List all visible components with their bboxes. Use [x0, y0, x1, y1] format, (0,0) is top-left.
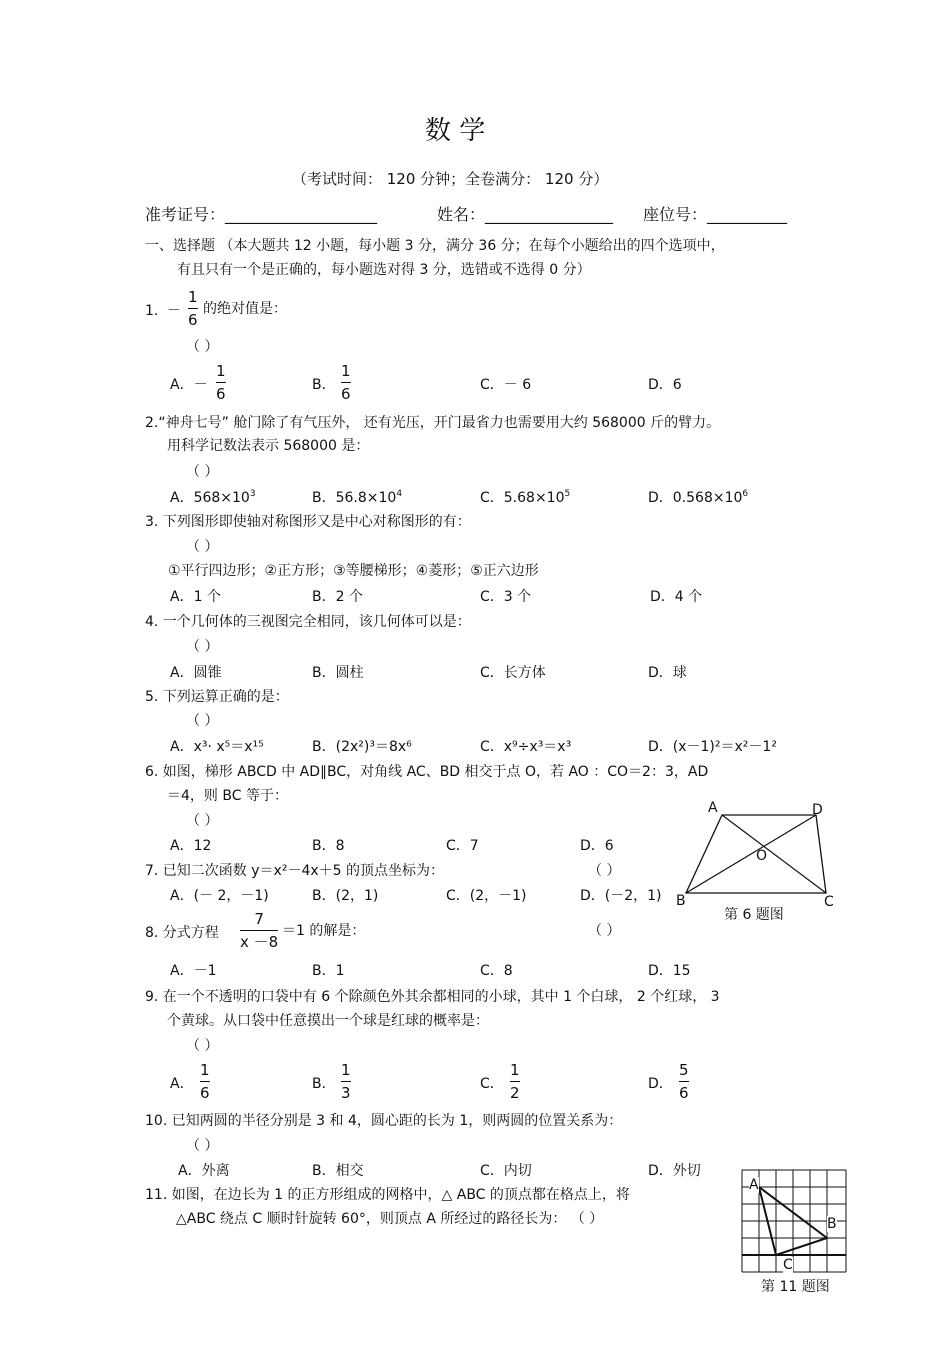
q1-number: 1. [145, 303, 159, 319]
q4-option-b: B．圆柱 [312, 665, 364, 681]
q9-text-cont: 个黄球。从口袋中任意摸出一个球是红球的概率是： [167, 1013, 489, 1029]
section-heading-cont: 有且只有一个是正确的，每小题选对得 3 分，选错或不选得 0 分） [177, 262, 591, 278]
q4-option-a: A．圆锥 [170, 665, 222, 681]
q2-option-b [312, 489, 402, 507]
q6-option-c: C．7 [446, 838, 479, 854]
diagonal-bd [686, 815, 816, 893]
q6-label-c: C [824, 894, 834, 910]
q11-label-a: A [749, 1177, 759, 1193]
q2-b-base: B．56.8×10 [312, 490, 397, 506]
q4-text: 4. 一个几何体的三视图完全相同，该几何体可以是： [145, 614, 471, 630]
q5-text: 5. 下列运算正确的是： [145, 689, 289, 705]
q7-option-a: A．(－ 2，－1) [170, 888, 269, 904]
q9-answer-paren: （ ） [186, 1038, 219, 1054]
q1-option-c: C．－ 6 [480, 377, 532, 393]
q8-text-cont: ＝1 的解是： [282, 923, 366, 939]
q11-text: 11. 如图，在边长为 1 的正方形组成的网格中，△ ABC 的顶点都在格点上，将 [145, 1187, 630, 1203]
q11-label-c: C [783, 1257, 793, 1273]
q3-option-b: B．2 个 [312, 589, 363, 605]
q1-option-a-fraction [216, 362, 226, 403]
q1-option-d: D．6 [648, 377, 682, 393]
q1-answer-paren: （ ） [186, 339, 219, 355]
diagonal-ac [722, 815, 826, 893]
q5-option-d: D．(x－1)²＝x²－1² [648, 739, 777, 755]
exam-number-field: 准考证号：___________________ [145, 205, 378, 224]
page-title: 数 学 [425, 116, 486, 146]
q1-a-num: 1 [216, 362, 226, 380]
q1-b-den: 6 [341, 385, 351, 403]
q7-option-b: B．(2，1) [312, 888, 379, 904]
q9-b-den: 3 [341, 1084, 351, 1102]
q6-figure-caption: 第 6 题图 [724, 907, 784, 923]
q6-label-d: D [812, 802, 823, 818]
q2-option-a [170, 489, 256, 507]
q4-option-c: C．长方体 [480, 665, 546, 681]
q9-text: 9. 在一个不透明的口袋中有 6 个除颜色外其余都相同的小球，其中 1 个白球， 2 个红球， 3 [145, 989, 720, 1005]
q2-c-base: C．5.68×10 [480, 490, 565, 506]
q6-option-b: B．8 [312, 838, 345, 854]
q9-a-den: 6 [200, 1084, 210, 1102]
q2-text-cont: 用科学记数法表示 568000 是： [167, 438, 370, 454]
q6-text-cont: ＝4，则 BC 等于： [167, 788, 288, 804]
q3-option-d: D．4 个 [650, 589, 703, 605]
q10-option-a: A．外离 [178, 1163, 230, 1179]
q10-option-b: B．相交 [312, 1163, 364, 1179]
q1-option-b-fraction [341, 362, 351, 403]
q8-text: 8. 分式方程 [145, 925, 219, 941]
q10-answer-paren: （ ） [186, 1138, 219, 1154]
q7-answer-paren: （ ） [588, 863, 621, 879]
q9-d-num: 5 [679, 1061, 689, 1079]
q8-fraction [240, 910, 278, 951]
q8-frac-num: 7 [254, 910, 264, 928]
q2-text: 2.“神舟七号” 舱门除了有气压外， 还有光压，开门最省力也需要用大约 568000 斤的臂力。 [145, 415, 721, 431]
q3-option-c: C．3 个 [480, 589, 532, 605]
q9-c-num: 1 [510, 1061, 520, 1079]
q9-c-den: 2 [510, 1084, 520, 1102]
q7-option-c: C．(2，－1) [446, 888, 527, 904]
q3-answer-paren: （ ） [186, 539, 219, 555]
q9-option-b-label: B． [312, 1076, 336, 1092]
q1-option-a-label: A．－ [170, 377, 208, 393]
q5-option-c: C．x⁹÷x³＝x³ [480, 739, 572, 755]
q8-frac-den: x －8 [240, 933, 279, 951]
q1-fraction [188, 288, 198, 329]
q9-d-den: 6 [679, 1084, 689, 1102]
q6-label-b: B [676, 893, 686, 909]
q6-option-a: A．12 [170, 838, 212, 854]
q9-option-c-fraction [510, 1061, 520, 1102]
q1-option-b-label: B． [312, 377, 336, 393]
q11-figure-caption: 第 11 题图 [761, 1279, 830, 1295]
q2-answer-paren: （ ） [186, 464, 219, 480]
section-heading: 一、选择题 （本大题共 12 小题，每小题 3 分，满分 36 分；在每个小题给出的四个选项中， [145, 238, 725, 254]
q5-option-b: B．(2x²)³＝8x⁶ [312, 739, 412, 755]
q3-option-a: A．1 个 [170, 589, 221, 605]
q2-b-exp: 4 [396, 489, 403, 499]
q6-label-a: A [708, 800, 718, 816]
q2-d-exp: 6 [742, 489, 749, 499]
exam-info: （考试时间： 120 分钟；全卷满分： 120 分） [292, 170, 609, 188]
q9-option-a-fraction [200, 1061, 210, 1102]
q3-text: 3. 下列图形即使轴对称图形又是中心对称图形的有： [145, 514, 471, 530]
q5-answer-paren: （ ） [186, 713, 219, 729]
q1-b-num: 1 [341, 362, 351, 380]
q2-c-exp: 5 [564, 489, 571, 499]
q10-text: 10. 已知两圆的半径分别是 3 和 4，圆心距的长为 1，则两圆的位置关系为： [145, 1113, 623, 1129]
q7-text: 7. 已知二次函数 y＝x²－4x＋5 的顶点坐标为： [145, 863, 444, 879]
q9-option-d-fraction [679, 1061, 689, 1102]
q3-choices: ①平行四边形；②正方形；③等腰梯形；④菱形；⑤正六边形 [168, 563, 539, 579]
q5-option-a: A．x³· x⁵＝x¹⁵ [170, 739, 264, 755]
q1-minus: － [167, 303, 181, 319]
q9-option-c-label: C． [480, 1076, 504, 1092]
q1-text: 的绝对值是： [203, 301, 287, 317]
q4-option-d: D．球 [648, 665, 687, 681]
q8-option-a: A．－1 [170, 963, 217, 979]
q2-option-d [648, 489, 748, 507]
q6-answer-paren: （ ） [186, 813, 219, 829]
q4-answer-paren: （ ） [186, 639, 219, 655]
q7-option-d: D．(－2，1) [580, 888, 662, 904]
q6-option-d: D．6 [580, 838, 614, 854]
q6-text: 6. 如图，梯形 ABCD 中 AD∥BC，对角线 AC、BD 相交于点 O，若 AO ：CO＝2：3，AD [145, 764, 709, 780]
q9-option-b-fraction [341, 1061, 351, 1102]
q9-option-a-label: A． [170, 1076, 194, 1092]
q2-option-c [480, 489, 570, 507]
q10-option-c: C．内切 [480, 1163, 532, 1179]
q8-option-d: D．15 [648, 963, 691, 979]
q1-fraction-den: 6 [188, 311, 198, 329]
q8-answer-paren: （ ） [588, 923, 621, 939]
q11-label-b: B [827, 1216, 837, 1232]
q9-a-num: 1 [200, 1061, 210, 1079]
q6-label-o: O [756, 848, 768, 864]
q2-d-base: D．0.568×10 [648, 490, 743, 506]
q11-text-cont: △ABC 绕点 C 顺时针旋转 60°，则顶点 A 所经过的路径长为： （ ） [176, 1211, 604, 1227]
seat-field: 座位号：__________ [643, 205, 788, 224]
q9-option-d-label: D． [648, 1076, 673, 1092]
q8-option-b: B．1 [312, 963, 345, 979]
q2-a-exp: 3 [249, 489, 256, 499]
name-field: 姓名：________________ [437, 205, 614, 224]
q2-a-base: A．568×10 [170, 490, 250, 506]
q1-a-den: 6 [216, 385, 226, 403]
q10-option-d: D．外切 [648, 1163, 701, 1179]
q1-fraction-num: 1 [188, 288, 198, 306]
q9-b-num: 1 [341, 1061, 351, 1079]
q8-option-c: C．8 [480, 963, 513, 979]
